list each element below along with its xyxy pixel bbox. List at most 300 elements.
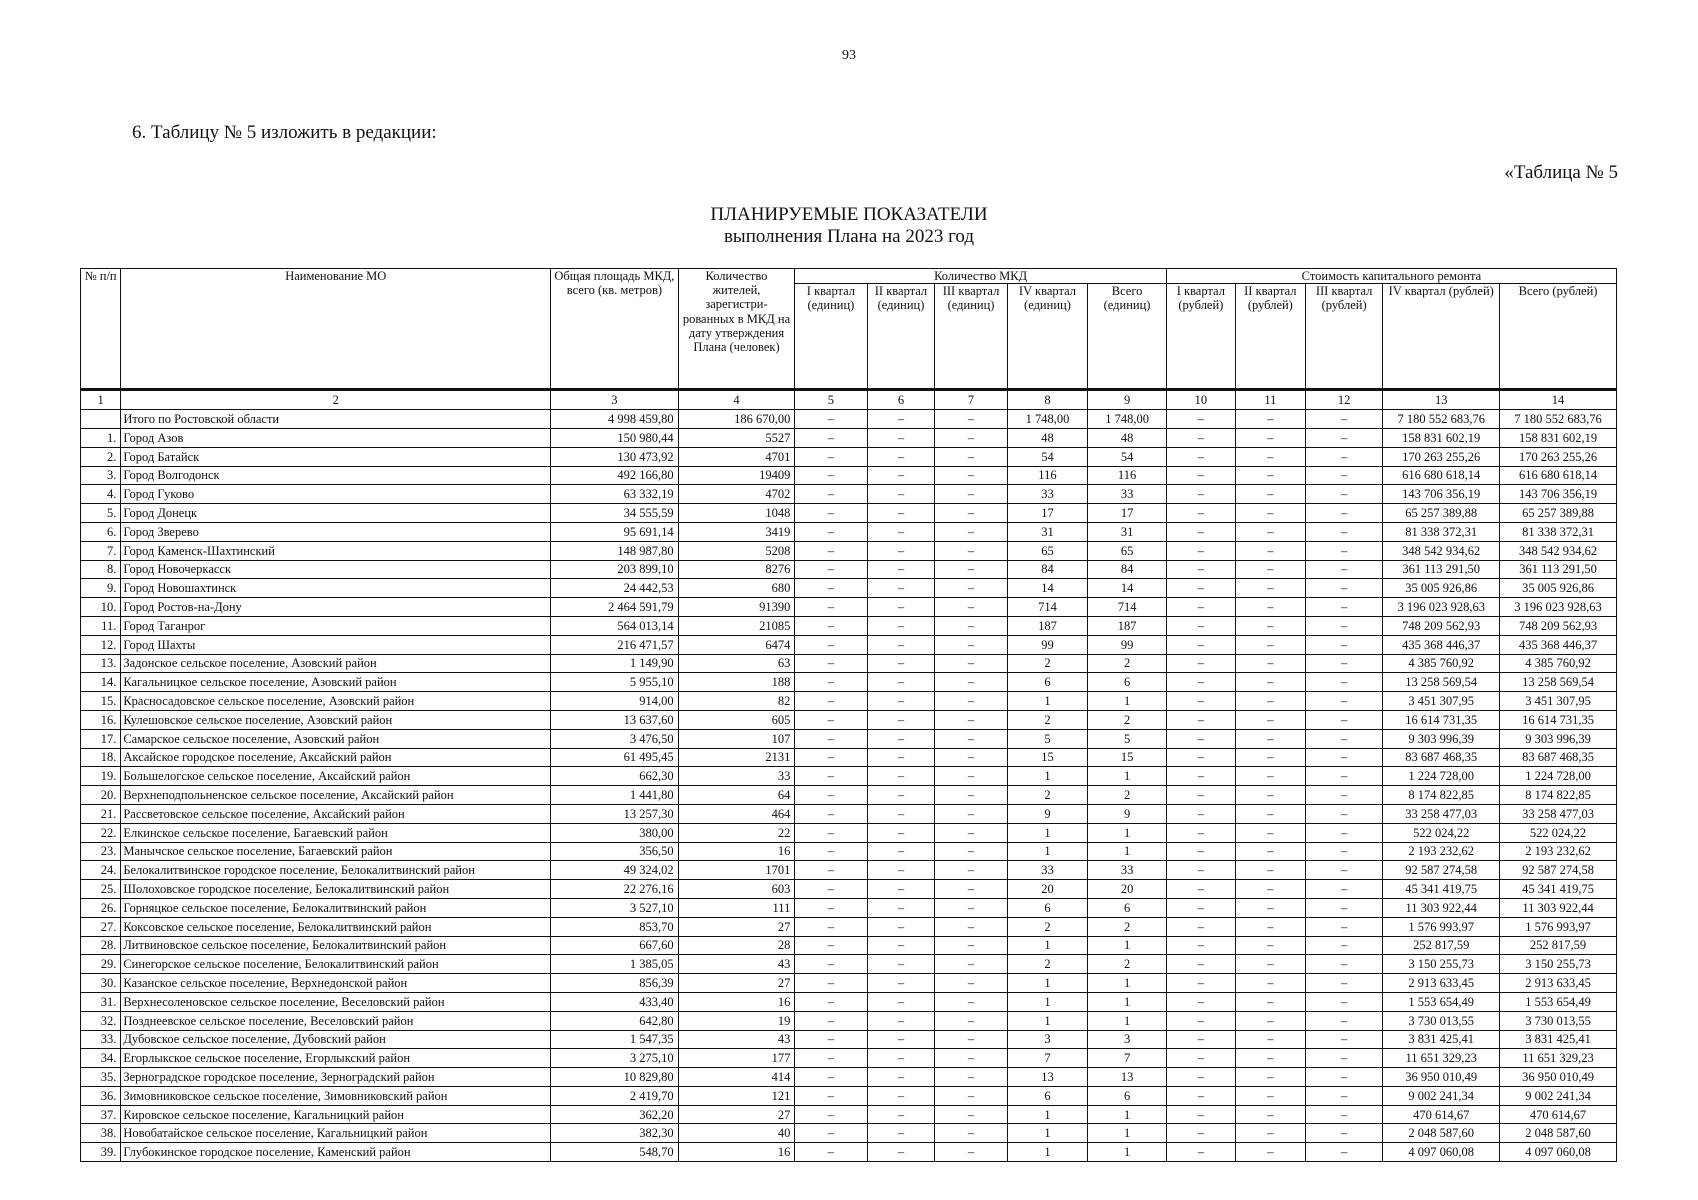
mkd-q4: 20 [1007, 880, 1088, 899]
cost-q1: – [1166, 748, 1235, 767]
mkd-q2: – [867, 673, 935, 692]
residents-count: 21085 [678, 616, 795, 635]
column-number: 1 [81, 390, 121, 410]
residents-count: 2131 [678, 748, 795, 767]
row-number: 20. [81, 786, 121, 805]
cost-q2: – [1235, 654, 1305, 673]
total-area: 2 464 591,79 [551, 598, 678, 617]
mkd-q1: – [795, 541, 867, 560]
cost-q1: – [1166, 598, 1235, 617]
mkd-q1: – [795, 1105, 867, 1124]
row-number: 22. [81, 823, 121, 842]
total-area: 382,30 [551, 1124, 678, 1143]
cost-total: 348 542 934,62 [1500, 541, 1617, 560]
municipality-name: Рассветовское сельское поселение, Аксайский район [121, 804, 551, 823]
mkd-q3: – [935, 429, 1007, 448]
cost-q3: – [1305, 447, 1382, 466]
mkd-q2: – [867, 1030, 935, 1049]
cost-q4: 3 196 023 928,63 [1383, 598, 1500, 617]
cost-total: 11 651 329,23 [1500, 1049, 1617, 1068]
cost-q2: – [1235, 579, 1305, 598]
cost-q2: – [1235, 823, 1305, 842]
total-area: 856,39 [551, 974, 678, 993]
cost-total: 8 174 822,85 [1500, 786, 1617, 805]
mkd-q3: – [935, 1143, 1007, 1162]
table-row [81, 1105, 1617, 1124]
cost-q3: – [1305, 541, 1382, 560]
mkd-q2: – [867, 1124, 935, 1143]
mkd-q4: 6 [1007, 1086, 1088, 1105]
cost-q2: – [1235, 936, 1305, 955]
cost-q1: – [1166, 485, 1235, 504]
cost-q2: – [1235, 1105, 1305, 1124]
mkd-q2: – [867, 522, 935, 541]
cost-q1: – [1166, 504, 1235, 523]
mkd-q3: – [935, 823, 1007, 842]
mkd-q4: 14 [1007, 579, 1088, 598]
cost-q1: – [1166, 673, 1235, 692]
residents-count: 16 [678, 1143, 795, 1162]
column-number: 9 [1088, 390, 1167, 410]
cost-q2: – [1235, 1143, 1305, 1162]
cost-q3: – [1305, 955, 1382, 974]
municipality-name: Самарское сельское поселение, Азовский район [121, 729, 551, 748]
cost-q2: – [1235, 786, 1305, 805]
mkd-total: 2 [1088, 955, 1167, 974]
row-number: 14. [81, 673, 121, 692]
row-number: 26. [81, 898, 121, 917]
row-number: 1. [81, 429, 121, 448]
residents-count: 603 [678, 880, 795, 899]
mkd-q3: – [935, 673, 1007, 692]
mkd-total: 99 [1088, 635, 1167, 654]
mkd-q3: – [935, 1068, 1007, 1087]
residents-count: 28 [678, 936, 795, 955]
mkd-q1: – [795, 992, 867, 1011]
mkd-q2: – [867, 654, 935, 673]
mkd-q2: – [867, 1011, 935, 1030]
cost-q4: 8 174 822,85 [1383, 786, 1500, 805]
column-number: 14 [1500, 390, 1617, 410]
cost-q2: – [1235, 880, 1305, 899]
mkd-q1: – [795, 1086, 867, 1105]
cost-q2: – [1235, 842, 1305, 861]
mkd-q3: – [935, 767, 1007, 786]
cost-q4: 11 303 922,44 [1383, 898, 1500, 917]
cost-q1: – [1166, 992, 1235, 1011]
cost-q3: – [1305, 729, 1382, 748]
cost-q4: 470 614,67 [1383, 1105, 1500, 1124]
cost-q4: 3 150 255,73 [1383, 955, 1500, 974]
residents-count: 27 [678, 1105, 795, 1124]
cost-q3: – [1305, 429, 1382, 448]
table-row [81, 673, 1617, 692]
municipality-name: Позднеевское сельское поселение, Веселовский район [121, 1011, 551, 1030]
cost-total: 748 209 562,93 [1500, 616, 1617, 635]
residents-count: 464 [678, 804, 795, 823]
table-row [81, 654, 1617, 673]
mkd-q1: – [795, 560, 867, 579]
table-row [81, 504, 1617, 523]
mkd-total: 14 [1088, 579, 1167, 598]
mkd-total: 116 [1088, 466, 1167, 485]
cost-q2: – [1235, 429, 1305, 448]
cost-q3: – [1305, 974, 1382, 993]
cost-q4: 1 553 654,49 [1383, 992, 1500, 1011]
municipality-name: Кировское сельское поселение, Кагальницкий район [121, 1105, 551, 1124]
table-row [81, 541, 1617, 560]
mkd-q2: – [867, 748, 935, 767]
cost-q1: – [1166, 804, 1235, 823]
mkd-q4: 1 748,00 [1007, 410, 1088, 429]
cost-total: 9 002 241,34 [1500, 1086, 1617, 1105]
cost-q3: – [1305, 522, 1382, 541]
mkd-q4: 1 [1007, 767, 1088, 786]
mkd-q2: – [867, 917, 935, 936]
municipality-name: Город Гуково [121, 485, 551, 504]
cost-q4: 81 338 372,31 [1383, 522, 1500, 541]
row-number: 6. [81, 522, 121, 541]
mkd-q3: – [935, 898, 1007, 917]
header-cost-q3: III квартал (рублей) [1305, 284, 1382, 390]
mkd-q4: 1 [1007, 692, 1088, 711]
mkd-q1: – [795, 974, 867, 993]
cost-q3: – [1305, 1086, 1382, 1105]
residents-count: 43 [678, 955, 795, 974]
header-cost-q4: IV квартал (рублей) [1383, 284, 1500, 390]
mkd-q2: – [867, 447, 935, 466]
column-number: 13 [1383, 390, 1500, 410]
cost-q4: 2 913 633,45 [1383, 974, 1500, 993]
cost-q2: – [1235, 729, 1305, 748]
total-area: 3 527,10 [551, 898, 678, 917]
cost-q1: – [1166, 1049, 1235, 1068]
cost-q3: – [1305, 842, 1382, 861]
residents-count: 680 [678, 579, 795, 598]
mkd-q3: – [935, 992, 1007, 1011]
municipality-name: Дубовское сельское поселение, Дубовский район [121, 1030, 551, 1049]
residents-count: 177 [678, 1049, 795, 1068]
total-area: 148 987,80 [551, 541, 678, 560]
residents-count: 64 [678, 786, 795, 805]
mkd-q3: – [935, 1030, 1007, 1049]
municipality-name: Егорлыкское сельское поселение, Егорлыкский район [121, 1049, 551, 1068]
mkd-q1: – [795, 447, 867, 466]
cost-q4: 35 005 926,86 [1383, 579, 1500, 598]
cost-q2: – [1235, 410, 1305, 429]
mkd-q1: – [795, 861, 867, 880]
mkd-q3: – [935, 504, 1007, 523]
cost-q1: – [1166, 1086, 1235, 1105]
mkd-q4: 99 [1007, 635, 1088, 654]
page-number: 93 [842, 48, 856, 63]
municipality-name: Аксайское городское поселение, Аксайский район [121, 748, 551, 767]
residents-count: 188 [678, 673, 795, 692]
cost-q1: – [1166, 692, 1235, 711]
mkd-q4: 17 [1007, 504, 1088, 523]
municipality-name: Город Новочеркасск [121, 560, 551, 579]
cost-total: 4 385 760,92 [1500, 654, 1617, 673]
cost-q3: – [1305, 710, 1382, 729]
total-area: 853,70 [551, 917, 678, 936]
cost-q3: – [1305, 936, 1382, 955]
residents-count: 5527 [678, 429, 795, 448]
total-area: 1 547,35 [551, 1030, 678, 1049]
mkd-q2: – [867, 635, 935, 654]
total-area: 63 332,19 [551, 485, 678, 504]
mkd-q1: – [795, 804, 867, 823]
header-mkd-q4: IV квартал (единиц) [1007, 284, 1088, 390]
table-row [81, 936, 1617, 955]
cost-total: 7 180 552 683,76 [1500, 410, 1617, 429]
title-line-2: выполнения Плана на 2023 год [723, 226, 975, 247]
mkd-q4: 31 [1007, 522, 1088, 541]
mkd-total: 84 [1088, 560, 1167, 579]
mkd-q3: – [935, 1086, 1007, 1105]
municipality-name: Задонское сельское поселение, Азовский район [121, 654, 551, 673]
residents-count: 8276 [678, 560, 795, 579]
cost-q4: 361 113 291,50 [1383, 560, 1500, 579]
cost-q3: – [1305, 748, 1382, 767]
cost-total: 170 263 255,26 [1500, 447, 1617, 466]
column-number: 10 [1166, 390, 1235, 410]
total-area: 24 442,53 [551, 579, 678, 598]
cost-q3: – [1305, 1105, 1382, 1124]
mkd-q3: – [935, 616, 1007, 635]
mkd-q4: 116 [1007, 466, 1088, 485]
cost-q4: 143 706 356,19 [1383, 485, 1500, 504]
mkd-total: 9 [1088, 804, 1167, 823]
table-row [81, 410, 1617, 429]
mkd-q2: – [867, 898, 935, 917]
cost-total: 1 224 728,00 [1500, 767, 1617, 786]
table-row [81, 842, 1617, 861]
mkd-q4: 187 [1007, 616, 1088, 635]
cost-q1: – [1166, 635, 1235, 654]
municipality-name: Итого по Ростовской области [121, 410, 551, 429]
cost-q1: – [1166, 560, 1235, 579]
mkd-q4: 33 [1007, 485, 1088, 504]
cost-q2: – [1235, 560, 1305, 579]
table-row [81, 447, 1617, 466]
mkd-q4: 54 [1007, 447, 1088, 466]
cost-total: 3 196 023 928,63 [1500, 598, 1617, 617]
column-number: 3 [551, 390, 678, 410]
mkd-total: 2 [1088, 917, 1167, 936]
cost-q1: – [1166, 429, 1235, 448]
cost-q1: – [1166, 410, 1235, 429]
municipality-name: Литвиновское сельское поселение, Белокалитвинский район [121, 936, 551, 955]
mkd-q2: – [867, 992, 935, 1011]
cost-q4: 11 651 329,23 [1383, 1049, 1500, 1068]
total-area: 356,50 [551, 842, 678, 861]
mkd-q2: – [867, 974, 935, 993]
mkd-q4: 6 [1007, 673, 1088, 692]
mkd-total: 1 748,00 [1088, 410, 1167, 429]
municipality-name: Горняцкое сельское поселение, Белокалитвинский район [121, 898, 551, 917]
mkd-q4: 2 [1007, 654, 1088, 673]
mkd-q2: – [867, 541, 935, 560]
row-number: 39. [81, 1143, 121, 1162]
cost-total: 522 024,22 [1500, 823, 1617, 842]
mkd-q1: – [795, 579, 867, 598]
municipality-name: Кагальницкое сельское поселение, Азовский район [121, 673, 551, 692]
mkd-total: 714 [1088, 598, 1167, 617]
cost-total: 36 950 010,49 [1500, 1068, 1617, 1087]
cost-q3: – [1305, 767, 1382, 786]
cost-q1: – [1166, 447, 1235, 466]
column-number: 6 [867, 390, 935, 410]
mkd-q4: 1 [1007, 1143, 1088, 1162]
cost-total: 252 817,59 [1500, 936, 1617, 955]
mkd-q3: – [935, 861, 1007, 880]
residents-count: 5208 [678, 541, 795, 560]
residents-count: 4702 [678, 485, 795, 504]
cost-total: 33 258 477,03 [1500, 804, 1617, 823]
municipality-name: Большелогское сельское поселение, Аксайский район [121, 767, 551, 786]
municipality-name: Верхнесоленовское сельское поселение, Веселовский район [121, 992, 551, 1011]
residents-count: 414 [678, 1068, 795, 1087]
residents-count: 107 [678, 729, 795, 748]
table-row [81, 861, 1617, 880]
mkd-q3: – [935, 974, 1007, 993]
header-no: № п/п [81, 269, 121, 390]
mkd-q2: – [867, 579, 935, 598]
mkd-q2: – [867, 804, 935, 823]
table-row [81, 692, 1617, 711]
municipality-name: Зерноградское городское поселение, Зерноградский район [121, 1068, 551, 1087]
row-number: 12. [81, 635, 121, 654]
mkd-total: 1 [1088, 936, 1167, 955]
cost-q3: – [1305, 466, 1382, 485]
cost-q2: – [1235, 635, 1305, 654]
cost-q1: – [1166, 1011, 1235, 1030]
table-row [81, 466, 1617, 485]
cost-q1: – [1166, 974, 1235, 993]
mkd-q2: – [867, 598, 935, 617]
cost-q4: 348 542 934,62 [1383, 541, 1500, 560]
table-row [81, 1049, 1617, 1068]
cost-q2: – [1235, 504, 1305, 523]
mkd-total: 1 [1088, 992, 1167, 1011]
mkd-q1: – [795, 635, 867, 654]
cost-q4: 522 024,22 [1383, 823, 1500, 842]
cost-q1: – [1166, 936, 1235, 955]
residents-count: 1048 [678, 504, 795, 523]
total-area: 150 980,44 [551, 429, 678, 448]
mkd-q2: – [867, 786, 935, 805]
municipality-name: Красносадовское сельское поселение, Азовский район [121, 692, 551, 711]
cost-q3: – [1305, 1049, 1382, 1068]
column-number: 7 [935, 390, 1007, 410]
mkd-q3: – [935, 654, 1007, 673]
cost-q4: 7 180 552 683,76 [1383, 410, 1500, 429]
cost-q1: – [1166, 767, 1235, 786]
mkd-total: 1 [1088, 692, 1167, 711]
row-number: 34. [81, 1049, 121, 1068]
cost-total: 2 193 232,62 [1500, 842, 1617, 861]
table-row [81, 1143, 1617, 1162]
row-number: 5. [81, 504, 121, 523]
table-row [81, 522, 1617, 541]
mkd-total: 2 [1088, 654, 1167, 673]
table-row [81, 804, 1617, 823]
cost-total: 470 614,67 [1500, 1105, 1617, 1124]
cost-q3: – [1305, 692, 1382, 711]
cost-q2: – [1235, 1124, 1305, 1143]
municipality-name: Город Новошахтинск [121, 579, 551, 598]
municipality-name: Белокалитвинское городское поселение, Белокалитвинский район [121, 861, 551, 880]
total-area: 642,80 [551, 1011, 678, 1030]
mkd-q4: 15 [1007, 748, 1088, 767]
cost-q2: – [1235, 917, 1305, 936]
residents-count: 16 [678, 992, 795, 1011]
mkd-q1: – [795, 485, 867, 504]
mkd-q1: – [795, 917, 867, 936]
mkd-q4: 1 [1007, 974, 1088, 993]
total-area: 362,20 [551, 1105, 678, 1124]
mkd-q2: – [867, 1086, 935, 1105]
cost-total: 616 680 618,14 [1500, 466, 1617, 485]
residents-count: 19409 [678, 466, 795, 485]
mkd-q3: – [935, 579, 1007, 598]
mkd-total: 48 [1088, 429, 1167, 448]
cost-q3: – [1305, 635, 1382, 654]
mkd-q4: 1 [1007, 842, 1088, 861]
cost-total: 3 831 425,41 [1500, 1030, 1617, 1049]
residents-count: 6474 [678, 635, 795, 654]
cost-total: 2 913 633,45 [1500, 974, 1617, 993]
mkd-q4: 65 [1007, 541, 1088, 560]
mkd-q3: – [935, 748, 1007, 767]
mkd-q3: – [935, 560, 1007, 579]
mkd-q3: – [935, 842, 1007, 861]
mkd-total: 6 [1088, 673, 1167, 692]
row-number: 31. [81, 992, 121, 1011]
mkd-total: 54 [1088, 447, 1167, 466]
cost-total: 81 338 372,31 [1500, 522, 1617, 541]
cost-q1: – [1166, 1068, 1235, 1087]
column-number: 2 [121, 390, 551, 410]
mkd-q1: – [795, 729, 867, 748]
cost-q3: – [1305, 1068, 1382, 1087]
cost-q4: 36 950 010,49 [1383, 1068, 1500, 1087]
table-row [81, 955, 1617, 974]
cost-total: 1 576 993,97 [1500, 917, 1617, 936]
table-row [81, 1124, 1617, 1143]
table-row [81, 1068, 1617, 1087]
residents-count: 1701 [678, 861, 795, 880]
residents-count: 43 [678, 1030, 795, 1049]
cost-q3: – [1305, 1030, 1382, 1049]
mkd-total: 2 [1088, 710, 1167, 729]
cost-q2: – [1235, 692, 1305, 711]
cost-total: 16 614 731,35 [1500, 710, 1617, 729]
residents-count: 186 670,00 [678, 410, 795, 429]
cost-total: 361 113 291,50 [1500, 560, 1617, 579]
mkd-q4: 1 [1007, 823, 1088, 842]
mkd-q1: – [795, 1011, 867, 1030]
header-mkd-q1: I квартал (единиц) [795, 284, 867, 390]
row-number: 13. [81, 654, 121, 673]
mkd-q1: – [795, 522, 867, 541]
residents-count: 27 [678, 974, 795, 993]
cost-q4: 3 451 307,95 [1383, 692, 1500, 711]
header-area: Общая площадь МКД, всего (кв. метров) [551, 269, 678, 390]
mkd-q4: 48 [1007, 429, 1088, 448]
row-number: 28. [81, 936, 121, 955]
total-area: 61 495,45 [551, 748, 678, 767]
